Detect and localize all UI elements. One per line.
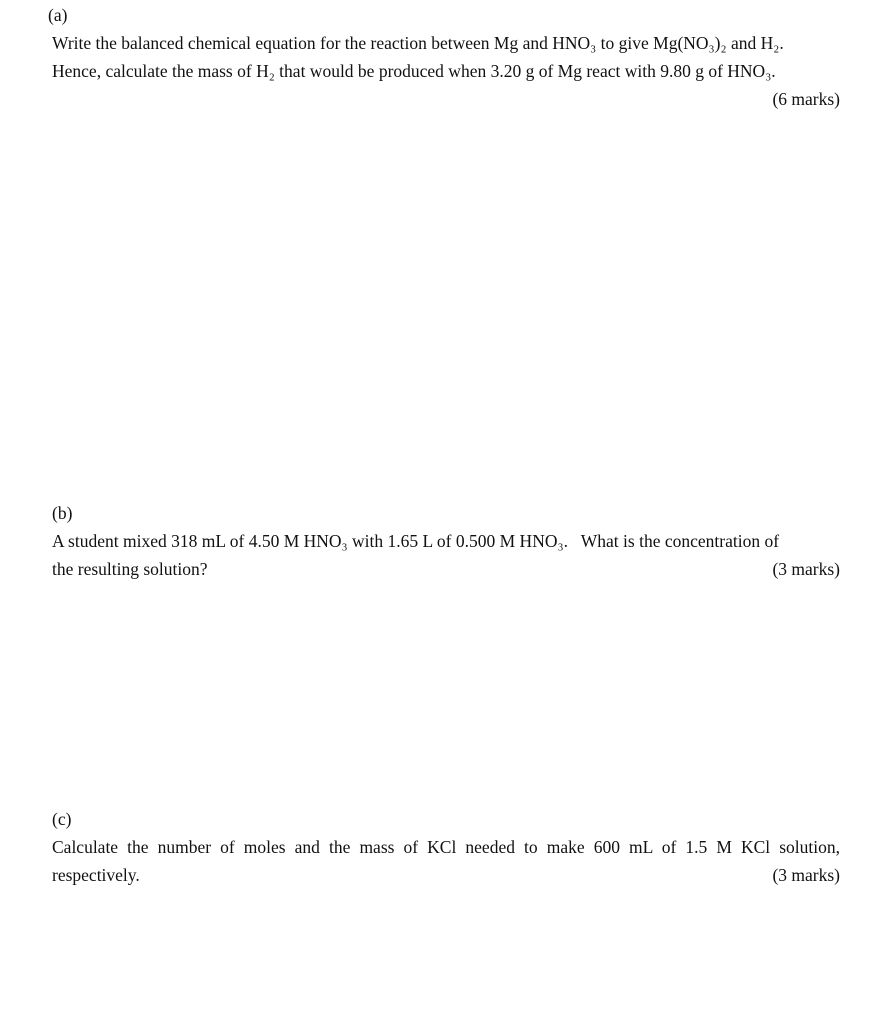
question-c-marks: (3 marks): [772, 865, 840, 885]
question-a-text-line-1: Write the balanced chemical equation for the reaction between Mg and HNO₃ to give Mg(NO₃)₂ and H₂.: [52, 33, 784, 53]
question-c: [52, 806, 840, 889]
question-b-marks: (3 marks): [772, 559, 840, 579]
question-a-marks: (6 marks): [772, 89, 840, 109]
question-c-text-line-2: respectively.: [52, 865, 140, 885]
question-c-text-line-1: Calculate the number of moles and the mass of KCl needed to make 600 mL of 1.5 M KCl solution,: [52, 837, 840, 857]
question-a-text-line-2: Hence, calculate the mass of H₂ that would be produced when 3.20 g of Mg react with 9.80 g of HNO₃.: [52, 61, 776, 81]
question-a-label: (a): [48, 5, 68, 25]
question-b-label: (b): [52, 503, 73, 523]
question-c-last-line: [52, 861, 840, 889]
question-a: [48, 2, 840, 113]
question-b-text-line-2: the resulting solution?: [52, 559, 208, 579]
question-b-text-line-1: A student mixed 318 mL of 4.50 M HNO₃ with 1.65 L of 0.500 M HNO₃. What is the concentration of: [52, 531, 780, 551]
question-b-last-line: [52, 555, 840, 583]
question-c-label: (c): [52, 809, 72, 829]
question-b: [52, 500, 840, 583]
